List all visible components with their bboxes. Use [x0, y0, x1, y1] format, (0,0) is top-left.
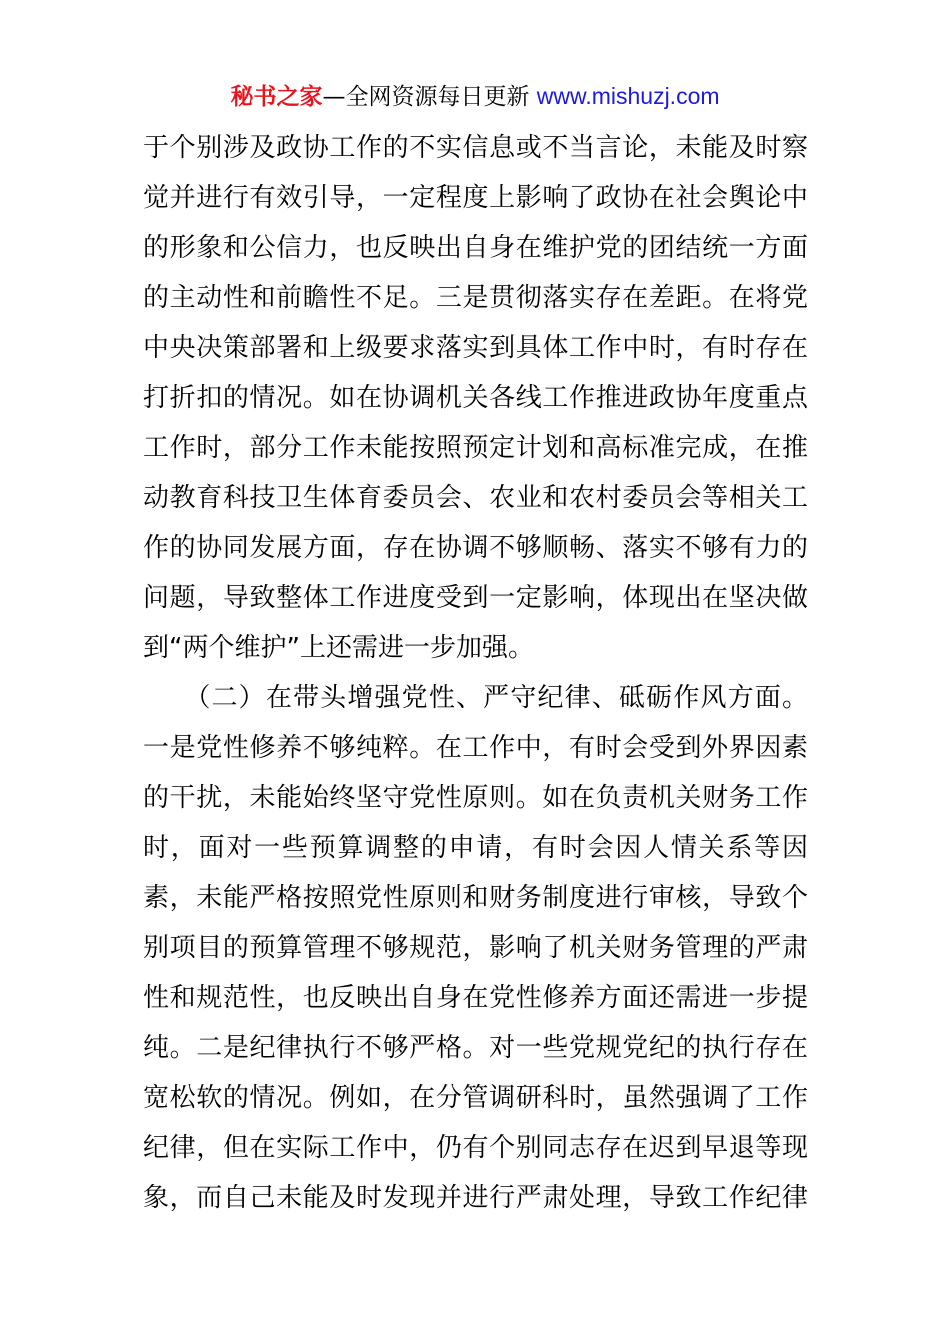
text-line: 打折扣的情况。如在协调机关各线工作推进政协年度重点	[143, 383, 808, 413]
text-line: 纪律，但在实际工作中，仍有个别同志存在迟到早退等现	[143, 1133, 808, 1163]
header-slogan: —全网资源每日更新	[322, 84, 530, 110]
text-line: 纯。二是纪律执行不够严格。对一些党规党纪的执行存在	[143, 1033, 808, 1063]
paragraph-end-line: 到“两个维护”上还需进一步加强。	[143, 633, 534, 663]
text-line: 工作时，部分工作未能按照预定计划和高标准完成，在推	[143, 433, 808, 463]
text-line: 动教育科技卫生体育委员会、农业和农村委员会等相关工	[143, 483, 808, 513]
text-line: 问题，导致整体工作进度受到一定影响，体现出在坚决做	[143, 583, 808, 613]
text-line: 象，而自己未能及时发现并进行严肃处理，导致工作纪律	[143, 1183, 808, 1213]
brand-name: 秘书之家	[230, 84, 323, 110]
text-line: 素，未能严格按照党性原则和财务制度进行审核，导致个	[143, 883, 808, 913]
site-header	[0, 78, 950, 115]
text-line: 的主动性和前瞻性不足。三是贯彻落实存在差距。在将党	[143, 283, 808, 313]
section-heading-line: （二）在带头增强党性、严守纪律、砥砺作风方面。	[143, 683, 808, 713]
text-line: 作的协同发展方面，存在协调不够顺畅、落实不够有力的	[143, 533, 808, 563]
text-line: 一是党性修养不够纯粹。在工作中，有时会受到外界因素	[143, 733, 808, 763]
text-line: 的干扰，未能始终坚守党性原则。如在负责机关财务工作	[143, 783, 808, 813]
site-url-link[interactable]: www.mishuzj.com	[536, 83, 720, 109]
text-line: 的形象和公信力，也反映出自身在维护党的团结统一方面	[143, 233, 808, 263]
text-line: 时，面对一些预算调整的申请，有时会因人情关系等因	[143, 833, 808, 863]
text-line: 宽松软的情况。例如，在分管调研科时，虽然强调了工作	[143, 1083, 808, 1113]
text-line: 于个别涉及政协工作的不实信息或不当言论，未能及时察	[143, 133, 808, 163]
text-line: 性和规范性，也反映出自身在党性修养方面还需进一步提	[143, 983, 808, 1013]
text-line: 觉并进行有效引导，一定程度上影响了政协在社会舆论中	[143, 183, 808, 213]
text-line: 别项目的预算管理不够规范，影响了机关财务管理的严肃	[143, 933, 808, 963]
text-line: 中央决策部署和上级要求落实到具体工作中时，有时存在	[143, 333, 808, 363]
document-body	[143, 128, 808, 1228]
